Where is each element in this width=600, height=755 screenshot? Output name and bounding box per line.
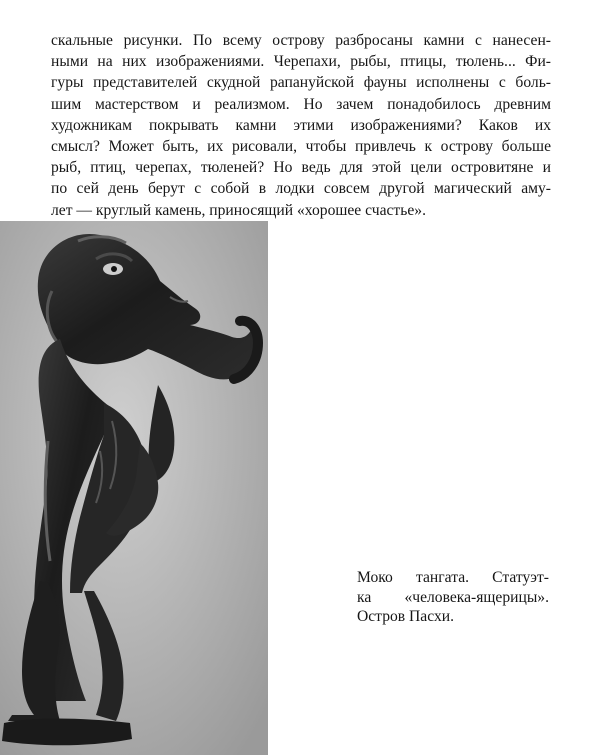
caption-line: Моко тангата. Статуэт-	[357, 569, 549, 586]
text-line: художникам покрывать камни этими изображениями? Каков их	[51, 116, 551, 134]
text-line: гуры представителей скудной рапануйской фауны исполнены с боль-	[51, 74, 551, 92]
body-text	[51, 30, 551, 221]
text-line: по сей день берут с собой в лодки совсем другой магический аму-	[51, 180, 551, 198]
text-line: ными на них изображениями. Черепахи, рыбы, птицы, тюлень... Фи-	[51, 53, 551, 71]
text-line: рыб, птиц, черепах, тюленей? Но ведь для этой цели островитяне и	[51, 159, 551, 177]
text-line: смысл? Может быть, их рисовали, чтобы привлечь к острову больше	[51, 138, 551, 156]
text-line: скальные рисунки. По всему острову разбросаны камни с нанесен-	[51, 32, 551, 49]
text-line: лет — круглый камень, приносящий «хорошее счастье».	[51, 201, 426, 219]
photo-caption	[357, 568, 549, 627]
caption-line: ка «человека-ящерицы».	[357, 588, 549, 606]
caption-line: Остров Пасхи.	[357, 608, 454, 626]
text-line: шим мастерством и реализмом. Но зачем понадобилось древним	[51, 95, 551, 113]
statuette-photo	[0, 221, 268, 755]
